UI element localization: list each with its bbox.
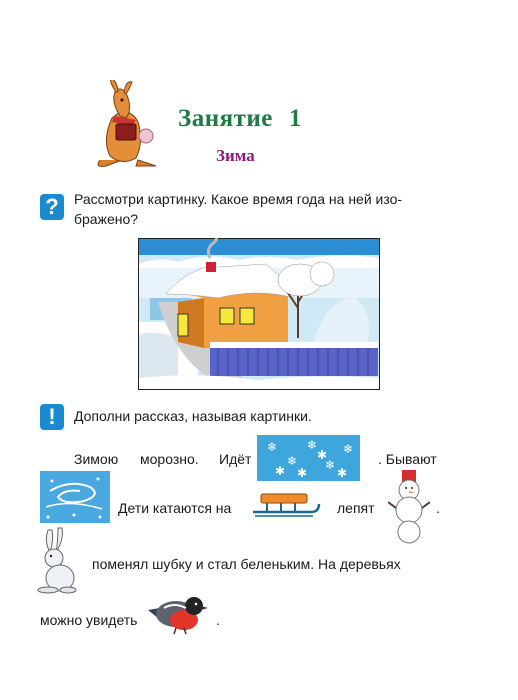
sled-picture: [251, 490, 323, 518]
story-word-mozhno: можно увидеть: [40, 612, 138, 628]
task2-instruction: Дополни рассказ, называя картинки.: [74, 408, 312, 424]
task1-line1: Рассмотри картинку. Какое время года на ней изо-: [74, 191, 403, 207]
question-marker: ?: [40, 194, 64, 220]
story-word-morozno: морозно.: [140, 451, 199, 467]
winter-house-illustration: [138, 238, 380, 390]
exclamation-marker: !: [40, 404, 64, 430]
story-word-zimoyu: Зимою: [74, 451, 119, 467]
story-word-byvayut: . Бывают: [378, 451, 437, 467]
story-word-deti: Дети катаются на: [118, 500, 232, 516]
story-dot-snowman: .: [436, 500, 440, 516]
story-word-lepyat: лепят: [337, 500, 375, 516]
story-line3: поменял шубку и стал беленьким. На деревьях: [92, 556, 401, 572]
lesson-subtitle: Зима: [216, 146, 255, 165]
hare-picture: [34, 526, 80, 594]
story-final-dot: .: [216, 612, 220, 628]
blizzard-picture: [40, 471, 110, 523]
lesson-number: 1: [288, 105, 302, 132]
kangaroo-mascot-illustration: [92, 80, 164, 170]
snow-picture: ❄ ❄ ❄ ❄ ❄ ✱ ✱ ✱ ✱: [257, 435, 360, 481]
snowman-picture: [388, 468, 430, 544]
task1-line2: бражено?: [74, 211, 139, 227]
story-word-idyot: Идёт: [219, 451, 252, 467]
lesson-title: [178, 105, 302, 133]
lesson-title-word: Занятие: [178, 105, 273, 132]
bullfinch-picture: [146, 590, 212, 636]
